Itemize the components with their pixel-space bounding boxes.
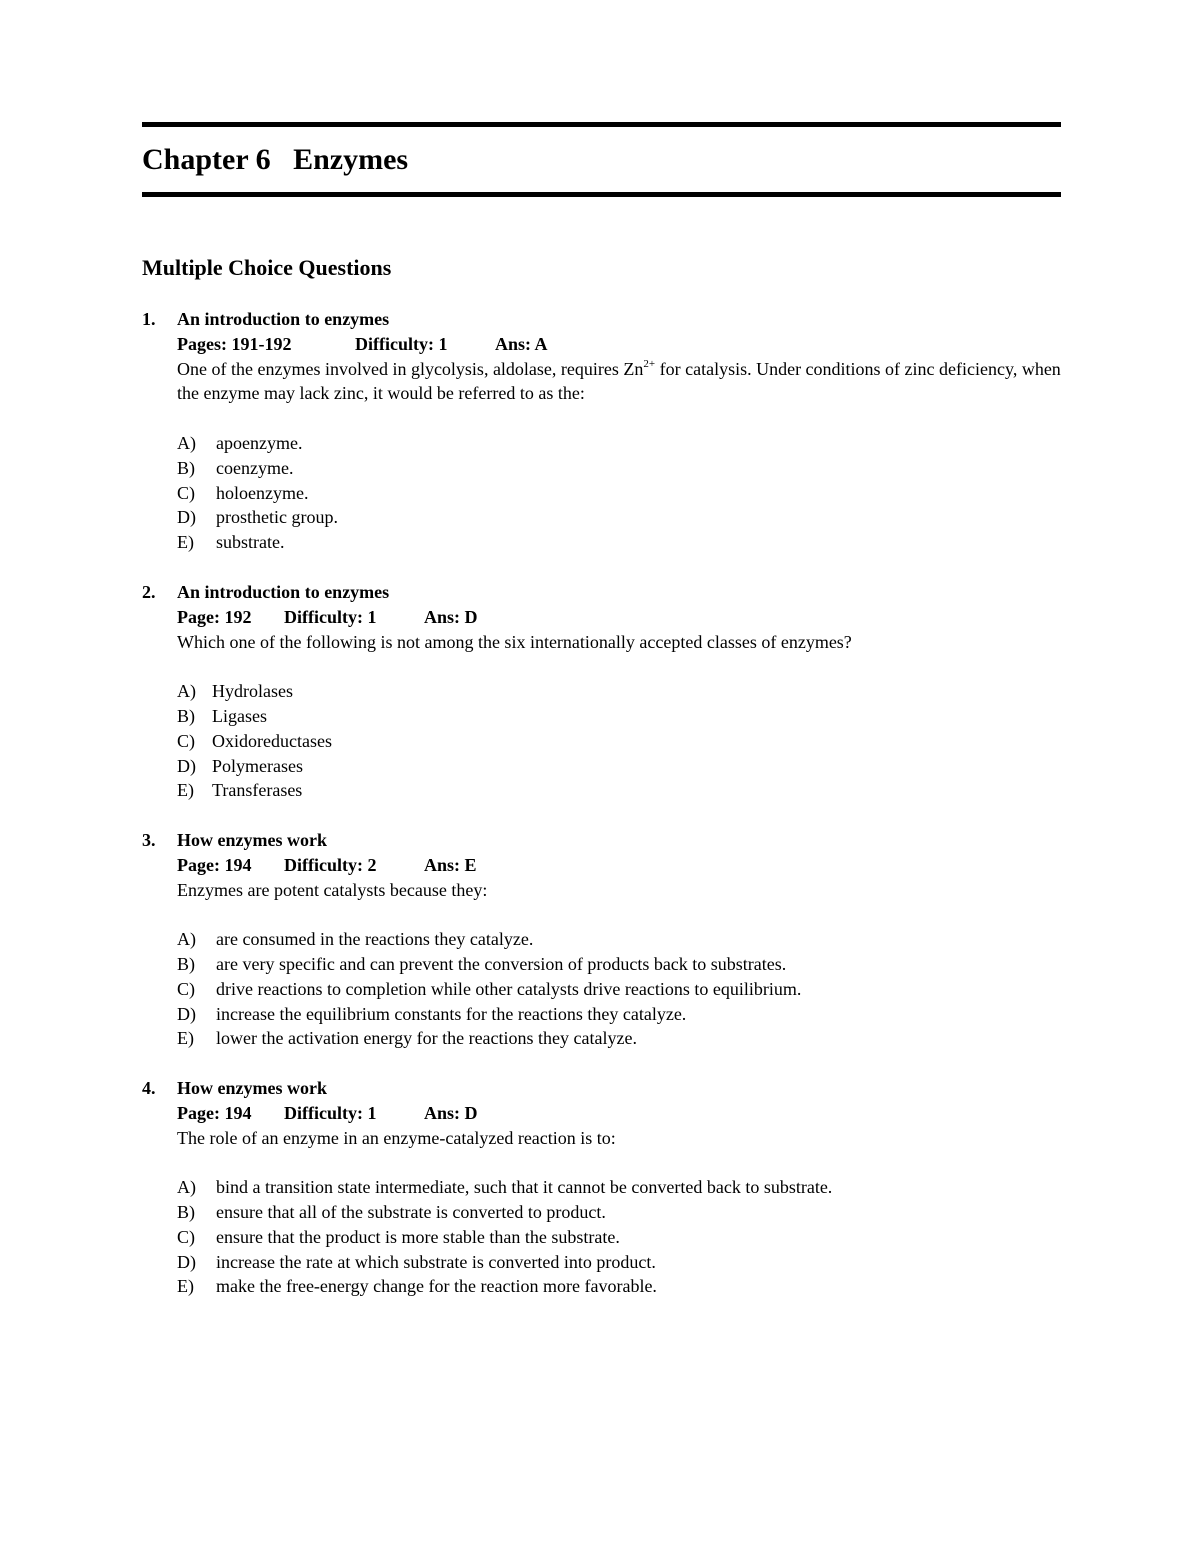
question-answer: Ans: D [424, 1102, 478, 1123]
choice-item [177, 456, 1072, 481]
choice-letter: B) [177, 953, 195, 974]
choice-letter: E) [177, 780, 194, 801]
question-topic: How enzymes work [177, 1078, 327, 1098]
choice-text: Oxidoreductases [212, 730, 332, 751]
question-stem-text-continued: for catalysis. Under conditions of zinc deficiency, when the enzyme may lack zinc, it would be referred to as the: [177, 358, 1061, 404]
choice-item [177, 1200, 1072, 1225]
choice-item [177, 481, 1072, 506]
question-stem-text: One of the enzymes involved in glycolysis, aldolase, requires Zn [177, 358, 644, 379]
question-topic: An introduction to enzymes [177, 582, 390, 602]
choice-text: lower the activation energy for the reactions they catalyze. [216, 1028, 637, 1049]
choice-item [177, 679, 1072, 704]
choice-item [177, 505, 1072, 530]
choice-text: drive reactions to completion while other catalysts drive reactions to equilibrium. [216, 978, 802, 999]
choice-text: substrate. [216, 532, 285, 553]
choice-letter: A) [177, 432, 196, 453]
choice-letter: B) [177, 1201, 195, 1222]
question-stem-superscript: 2+ [643, 357, 656, 370]
question-pages: Page: 194 [177, 1102, 252, 1123]
choice-letter: C) [177, 730, 195, 751]
section-title: Multiple Choice Questions [142, 255, 392, 280]
choice-item [177, 530, 1072, 555]
question-meta [177, 1101, 1072, 1126]
choice-text: Hydrolases [212, 681, 293, 702]
question-pages: Pages: 191-192 [177, 333, 292, 354]
question-answer: Ans: E [424, 854, 477, 875]
choice-letter: D) [177, 755, 196, 776]
choice-item [177, 952, 1072, 977]
choice-letter: D) [177, 507, 196, 528]
question-meta [177, 605, 1072, 630]
question-meta [177, 332, 1072, 357]
question-difficulty: Difficulty: 1 [355, 333, 448, 354]
choice-text: are very specific and can prevent the conversion of products back to substrates. [216, 953, 787, 974]
choice-text: bind a transition state intermediate, such that it cannot be converted back to substrate. [216, 1177, 833, 1198]
choice-list [177, 1175, 1072, 1299]
choice-letter: D) [177, 1251, 196, 1272]
choice-item [177, 778, 1072, 803]
choice-letter: E) [177, 1028, 194, 1049]
choice-letter: B) [177, 705, 195, 726]
choice-list [177, 431, 1072, 555]
question-number: 4. [142, 1078, 156, 1098]
choice-item [177, 977, 1072, 1002]
choice-text: Polymerases [212, 755, 303, 776]
question-answer: Ans: A [495, 333, 548, 354]
choice-text: prosthetic group. [216, 507, 338, 528]
choice-letter: E) [177, 1276, 194, 1297]
choice-letter: A) [177, 929, 196, 950]
choice-letter: E) [177, 532, 194, 553]
choice-item [177, 927, 1072, 952]
question-number: 3. [142, 830, 156, 850]
choice-item [177, 1026, 1072, 1051]
question-answer: Ans: D [424, 606, 478, 627]
choice-item [177, 1250, 1072, 1275]
choice-item [177, 431, 1072, 456]
choice-text: make the free-energy change for the reaction more favorable. [216, 1276, 657, 1297]
choice-letter: C) [177, 482, 195, 503]
question-difficulty: Difficulty: 1 [284, 1102, 377, 1123]
choice-text: ensure that the product is more stable than the substrate. [216, 1226, 620, 1247]
choice-item [177, 1002, 1072, 1027]
choice-list [177, 927, 1072, 1051]
choice-item [177, 704, 1072, 729]
choice-list [177, 679, 1072, 803]
question-topic: An introduction to enzymes [177, 309, 390, 329]
choice-letter: C) [177, 1226, 195, 1247]
chapter-bottom-rule [142, 192, 1061, 197]
choice-item [177, 1225, 1072, 1250]
choice-letter: D) [177, 1003, 196, 1024]
question-pages: Page: 192 [177, 606, 252, 627]
choice-letter: C) [177, 978, 195, 999]
choice-text: increase the rate at which substrate is converted into product. [216, 1251, 656, 1272]
choice-text: ensure that all of the substrate is converted to product. [216, 1201, 606, 1222]
question-2 [142, 580, 1072, 803]
choice-letter: B) [177, 457, 195, 478]
choice-item [177, 729, 1072, 754]
question-difficulty: Difficulty: 2 [284, 854, 377, 875]
question-meta [177, 853, 1072, 878]
question-number: 1. [142, 309, 156, 329]
choice-letter: A) [177, 1177, 196, 1198]
choice-text: apoenzyme. [216, 432, 303, 453]
choice-item [177, 1175, 1072, 1200]
question-1 [142, 307, 1072, 555]
question-pages: Page: 194 [177, 854, 252, 875]
choice-item [177, 754, 1072, 779]
question-stem: The role of an enzyme in an enzyme-catalyzed reaction is to: [177, 1127, 616, 1148]
choice-text: are consumed in the reactions they catalyze. [216, 929, 534, 950]
question-number: 2. [142, 582, 156, 602]
choice-text: coenzyme. [216, 457, 294, 478]
chapter-top-rule [142, 122, 1061, 127]
chapter-title: Chapter 6 Enzymes [142, 143, 409, 176]
question-stem [177, 357, 1072, 407]
question-difficulty: Difficulty: 1 [284, 606, 377, 627]
question-topic: How enzymes work [177, 830, 327, 850]
choice-text: increase the equilibrium constants for the reactions they catalyze. [216, 1003, 687, 1024]
choice-text: Transferases [212, 780, 303, 801]
question-4 [142, 1076, 1072, 1299]
choice-letter: A) [177, 681, 196, 702]
choice-item [177, 1274, 1072, 1299]
question-3 [142, 828, 1072, 1051]
choice-text: holoenzyme. [216, 482, 309, 503]
choice-text: Ligases [212, 705, 267, 726]
question-stem: Which one of the following is not among the six internationally accepted classes of enzymes? [177, 631, 852, 652]
question-stem: Enzymes are potent catalysts because they: [177, 879, 488, 900]
